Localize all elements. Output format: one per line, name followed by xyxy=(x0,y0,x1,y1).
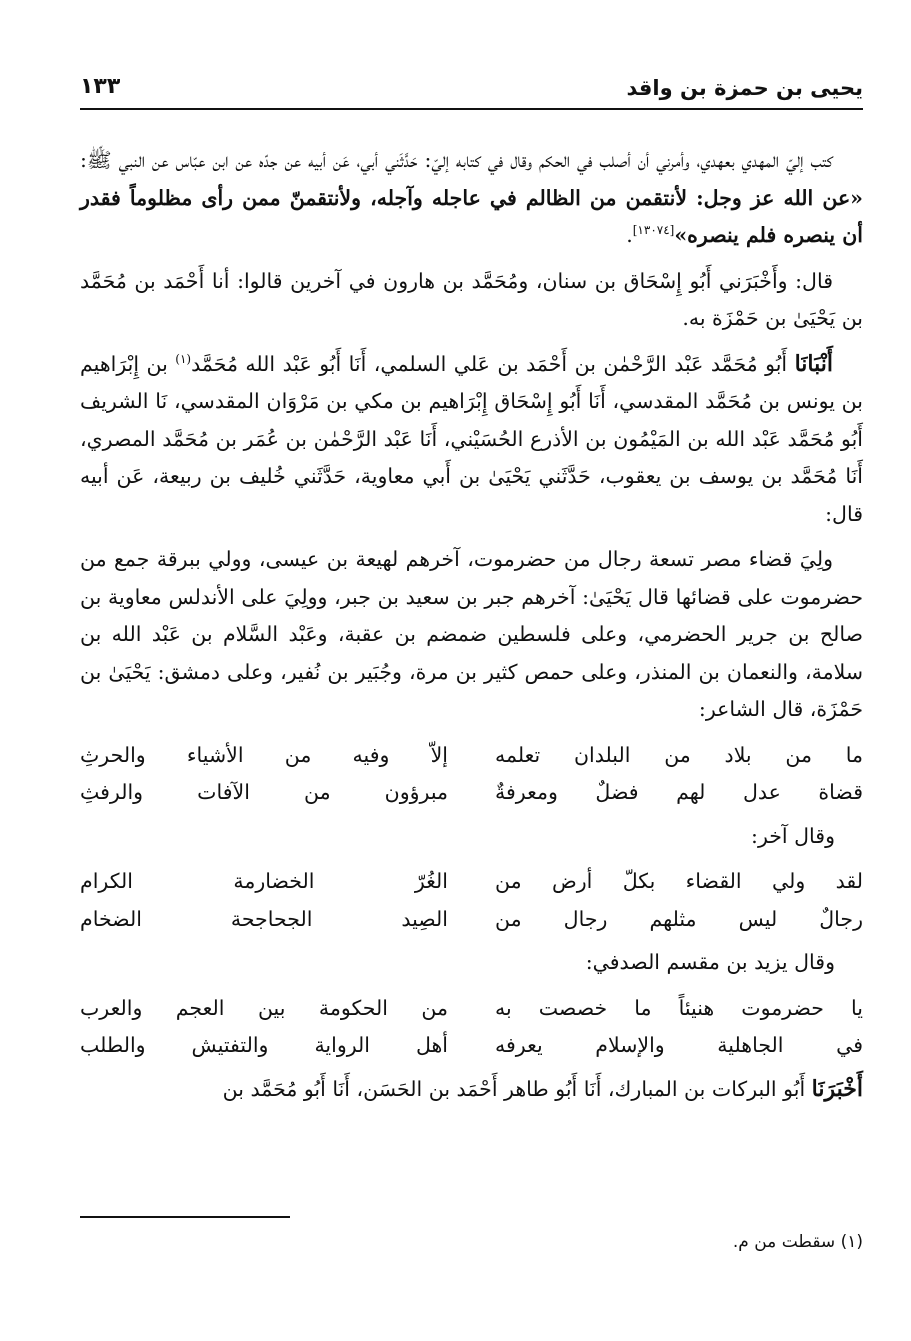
paragraph-1 xyxy=(80,142,863,255)
verse xyxy=(80,1027,863,1065)
page-number: ١٣٣ xyxy=(80,74,121,99)
footnote: (١) سقطت من م. xyxy=(732,1232,863,1252)
verse-second-hemistich: الغُرّ الخضارمة الكرام xyxy=(80,869,448,893)
running-title: يحيى بن حمزة بن واقد xyxy=(626,76,863,100)
poem-3 xyxy=(80,990,863,1065)
book-page xyxy=(80,0,863,1341)
header-rule xyxy=(80,108,863,110)
poem-1 xyxy=(80,737,863,812)
footnote-ref: (١) xyxy=(175,351,192,366)
paragraph-2: قال: وأَخْبَرَني أَبُو إِسْحَاق بن سنان، ومُحَمَّد بن هارون في آخرين قالوا: أنا أَحْمَد بن مُحَمَّد بن يَحْيَىٰ بن حَمْزَة به. xyxy=(80,268,863,330)
paragraph-5 xyxy=(80,1071,863,1109)
paragraph-1-end: . xyxy=(626,223,633,247)
verse-first-hemistich: في الجاهلية والإسلام يعرفه xyxy=(495,1033,863,1057)
isnad-keyword: أَنْبَانَا xyxy=(794,350,833,377)
paragraph-4: ولِيَ قضاء مصر تسعة رجال من حضرموت، آخرهم لهيعة بن عيسى، وولي ببرقة جمع من حضرموت على قضائها قال يَحْيَىٰ: آخرهم جبر بن سعيد بن جبر، وولِيَ على الأندلس معاوية بن صالح بن جرير الحضرمي، وعلى فلسطين ضمضم بن عقبة، وعَبْد السَّلام بن عَبْد الله بن سلامة، والنعمان بن المنذر، وعلى حمص كثير بن مرة، وجُبَير بن نُفير، وعلى دمشق: يَحْيَىٰ بن حَمْزَة، قال الشاعر: xyxy=(80,547,863,721)
poem-2 xyxy=(80,863,863,938)
footnote-rule xyxy=(80,1216,290,1218)
paragraph-3-text-a: أَبُو مُحَمَّد عَبْد الرَّحْمٰن بن أَحْمَد بن عَلي السلمي، أَنَا أَبُو عَبْد الله مُحَمَّد xyxy=(191,351,795,376)
verse-first-hemistich: يا حضرموت هنيئاً ما خصصت به xyxy=(495,995,863,1020)
verse-second-hemistich: إلاّ وفيه من الأشياء والحرثِ xyxy=(80,742,448,767)
verse-first-hemistich: رجالٌ ليس مثلهم رجال من xyxy=(495,906,863,931)
verse xyxy=(80,737,863,775)
poem-2-intro: وقال آخر: xyxy=(751,823,835,848)
hadith-quote: «عن الله عز وجل: لأنتقمن من الظالم في عاجله وآجله، ولأنتقمنّ ممن رأى مظلوماً فقدر أن ينصره فلم ينصره» xyxy=(80,185,863,247)
page-body xyxy=(80,142,863,1116)
verse-second-hemistich: أهل الرواية والتفتيش والطلب xyxy=(80,1033,448,1057)
poem-3-intro: وقال يزيد بن مقسم الصدفي: xyxy=(585,950,835,974)
verse xyxy=(80,774,863,812)
verse-second-hemistich: الصِيد الجحاجحة الضخام xyxy=(80,906,448,931)
verse xyxy=(80,901,863,939)
verse-first-hemistich: لقد ولي القضاء بكلّ أرض من xyxy=(495,869,863,893)
isnad-keyword: أَخْبَرَنَا xyxy=(811,1075,863,1102)
verse xyxy=(80,863,863,901)
verse-second-hemistich: مبرؤون من الآفات والرفثِ xyxy=(80,780,448,804)
page-header xyxy=(80,68,863,108)
paragraph-3-text-b: بن إِبْرَاهيم بن يونس بن مُحَمَّد المقدسي، أَنَا أَبُو إِسْحَاق إِبْرَاهيم بن مكي بن مَرْوَان المقدسي، نَا الشريف أَبُو مُحَمَّد عَبْد الله بن المَيْمُون بن الأذرع الحُسَيْني، أَنَا عَبْد الرَّحْمٰن بن عُمَر بن مُحَمَّد المصري، أَنَا مُحَمَّد بن يوسف بن يعقوب، حَدَّثَني يَحْيَىٰ بن أَبي معاوية، حَدَّثَني خُليف بن ربيعة، عَن أبيه قال: xyxy=(80,351,863,526)
verse-first-hemistich: ما من بلاد من البلدان تعلمه xyxy=(495,742,863,767)
verse xyxy=(80,990,863,1028)
verse-first-hemistich: قضاة عدل لهم فضلٌ ومعرفةٌ xyxy=(495,780,863,804)
paragraph-1-text: كتب إليّ المهدي بعهدي، وأمرني أن أصلب في الحكم وقال في كتابه إليّ: حَدَّثَني أبي، عَن أبيه عن جدّه عن ابن عبّاس عن النبي ﷺ: xyxy=(80,148,833,172)
verse-second-hemistich: من الحكومة بين العجم والعرب xyxy=(80,995,448,1020)
hadith-number: [١٣٠٧٤] xyxy=(632,223,675,238)
paragraph-5-text: أَبُو البركات بن المبارك، أَنَا أَبُو طاهر أَحْمَد بن الحَسَن، أَنَا أَبُو مُحَمَّد بن xyxy=(222,1076,812,1101)
paragraph-3 xyxy=(80,346,863,534)
